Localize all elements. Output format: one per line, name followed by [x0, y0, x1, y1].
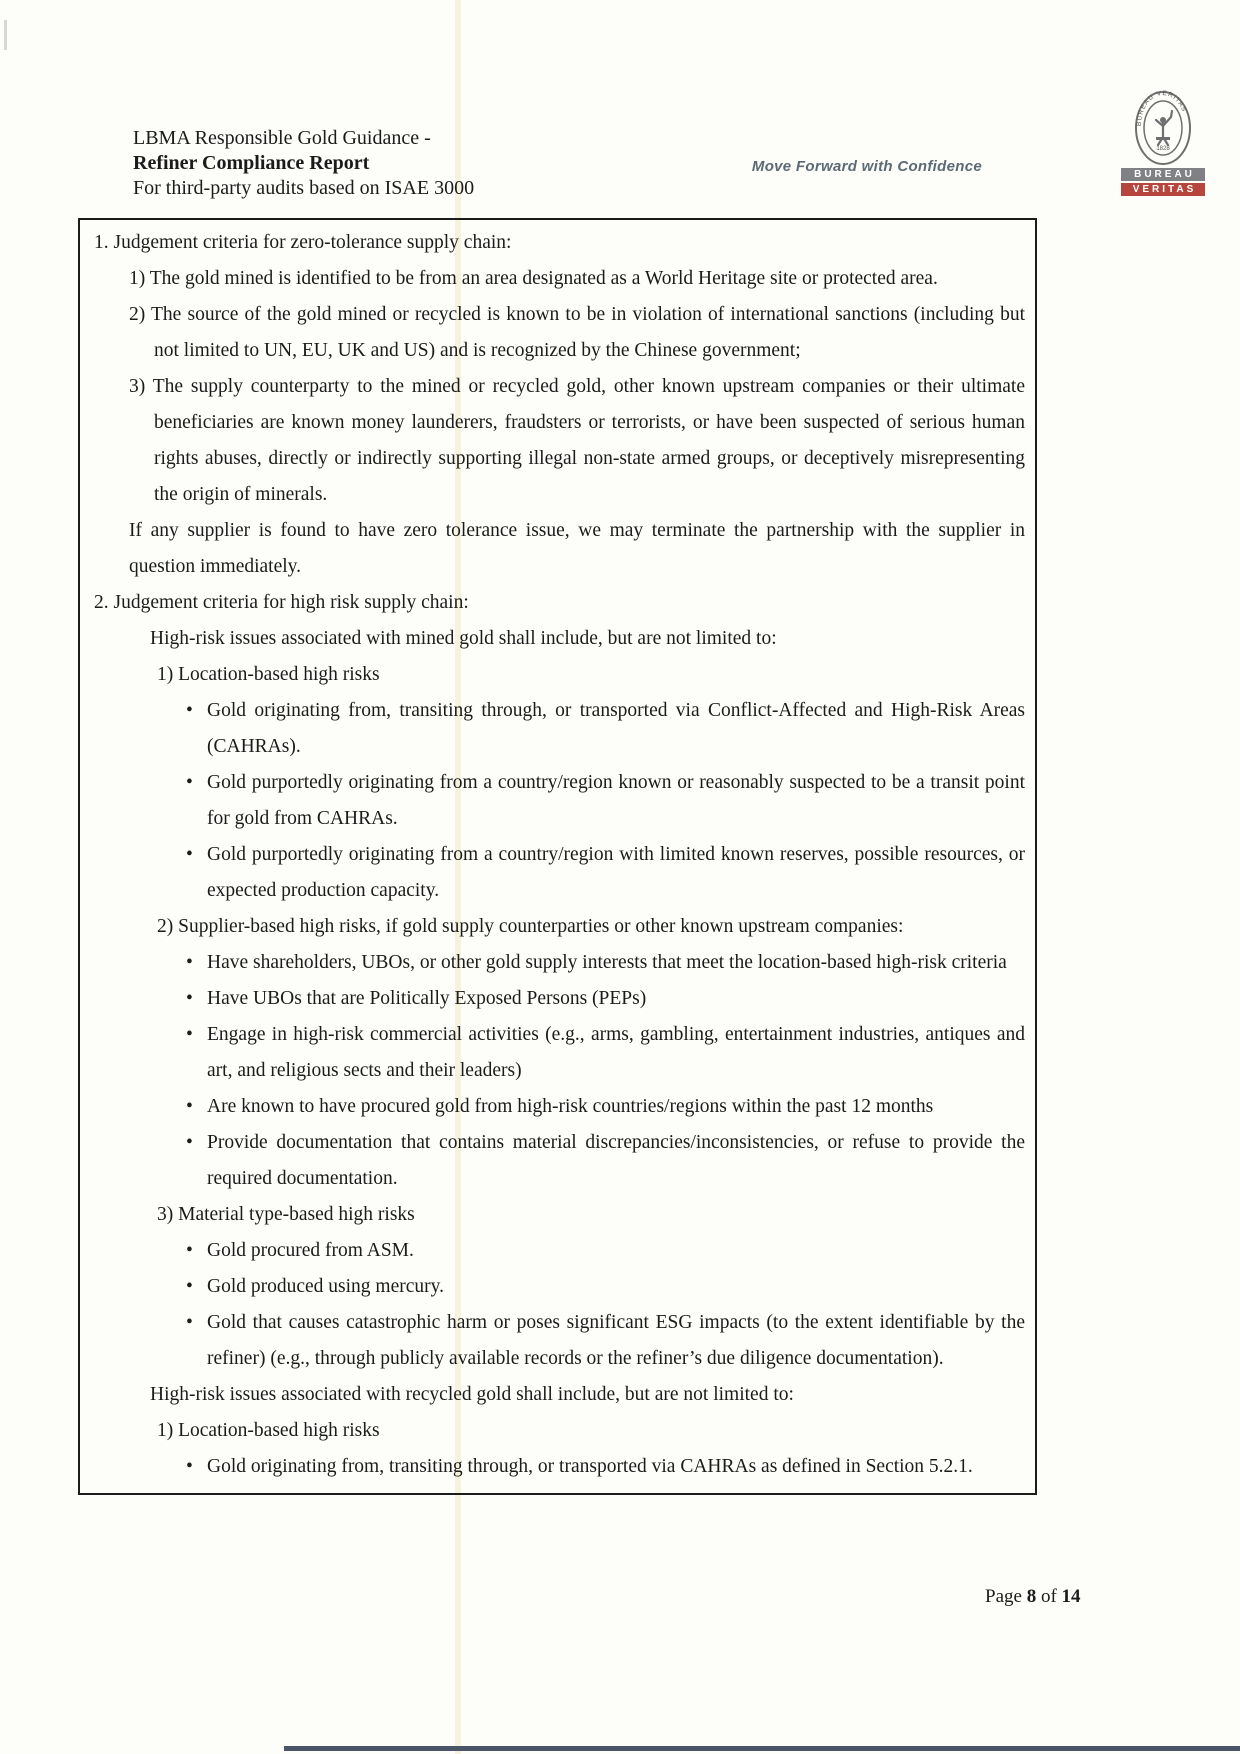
page-current: 8 [1026, 1586, 1037, 1607]
bullet-icon: • [186, 1456, 193, 1477]
material-bullet-1: • Gold procured from ASM. [80, 1233, 1035, 1269]
location-bullet-3: • Gold purportedly originating from a country/region with limited known reserves, possible resources, or expected production capacity. [80, 837, 1035, 909]
section-2-title: 2. Judgement criteria for high risk supply chain: [94, 592, 469, 613]
location-bullet-1: • Gold originating from, transiting through, or transported via Conflict-Affected and High-Risk Areas (CAHRAs). [80, 693, 1035, 765]
location-bullet-2: • Gold purportedly originating from a country/region known or reasonably suspected to be a transit point for gold from CAHRAs. [80, 765, 1035, 837]
material-risks-header: 3) Material type-based high risks [157, 1204, 415, 1225]
zero-tolerance-note: If any supplier is found to have zero tolerance issue, we may terminate the partnership with the supplier in question immediately. [129, 520, 1025, 577]
judgement-criteria-box [78, 218, 1037, 1495]
page-label: Page [985, 1586, 1022, 1607]
zero-tolerance-item-1: 1) The gold mined is identified to be from an area designated as a World Heritage site or protected area. [129, 268, 938, 289]
report-subtitle: For third-party audits based on ISAE 3000 [133, 177, 475, 199]
bureau-veritas-logo [1121, 90, 1205, 196]
svg-text:BUREAU VERITAS: BUREAU VERITAS [1135, 90, 1188, 127]
supplier-bullet-1: • Have shareholders, UBOs, or other gold supply interests that meet the location-based high-risk criteria [80, 945, 1035, 981]
recycled-location-header: 1) Location-based high risks [157, 1420, 380, 1441]
page-number [985, 1586, 1081, 1608]
bullet-icon: • [186, 1240, 193, 1261]
scan-edge-bar [284, 1746, 1240, 1751]
section-1-title: 1. Judgement criteria for zero-tolerance supply chain: [94, 232, 512, 253]
supplier-bullet-5: • Provide documentation that contains material discrepancies/inconsistencies, or refuse to provide the required documentation. [80, 1125, 1035, 1197]
bullet-icon: • [186, 772, 193, 793]
material-bullet-3: • Gold that causes catastrophic harm or poses significant ESG impacts (to the extent identifiable by the refiner) (e.g., through publicly available records or the refiner’s due diligence documentation). [80, 1305, 1035, 1377]
bureau-veritas-emblem-icon [1130, 90, 1196, 166]
recycled-gold-intro: High-risk issues associated with recycled gold shall include, but are not limited to: [150, 1384, 794, 1405]
bullet-icon: • [186, 1276, 193, 1297]
bullet-icon: • [186, 844, 193, 865]
bullet-icon: • [186, 988, 193, 1009]
bullet-icon: • [186, 1132, 193, 1153]
supplier-bullet-3: • Engage in high-risk commercial activities (e.g., arms, gambling, entertainment industries, antiques and art, and religious sects and their leaders) [80, 1017, 1035, 1089]
recycled-bullet-1: • Gold originating from, transiting through, or transported via CAHRAs as defined in Section 5.2.1. [80, 1449, 1035, 1485]
mined-gold-intro: High-risk issues associated with mined gold shall include, but are not limited to: [150, 628, 777, 649]
logo-year: 1828 [1156, 146, 1170, 152]
scan-artifact [4, 20, 7, 50]
bullet-icon: • [186, 1096, 193, 1117]
supplier-bullet-4: • Are known to have procured gold from high-risk countries/regions within the past 12 months [80, 1089, 1035, 1125]
bullet-icon: • [186, 952, 193, 973]
zero-tolerance-item-2: 2) The source of the gold mined or recycled is known to be in violation of international sanctions (including but not limited to UN, EU, UK and US) and is recognized by the Chinese government; [129, 304, 1025, 361]
bullet-icon: • [186, 700, 193, 721]
report-series-title: LBMA Responsible Gold Guidance - [133, 127, 431, 149]
bureau-veritas-tagline: Move Forward with Confidence [751, 158, 982, 175]
supplier-risks-header: 2) Supplier-based high risks, if gold supply counterparties or other known upstream companies: [157, 916, 904, 937]
bullet-icon: • [186, 1312, 193, 1333]
page-total: 14 [1061, 1586, 1081, 1607]
report-name: Refiner Compliance Report [133, 152, 370, 174]
logo-veritas-label: VERITAS [1121, 183, 1205, 196]
bullet-icon: • [186, 1024, 193, 1045]
location-risks-header: 1) Location-based high risks [157, 664, 380, 685]
page-of-label: of [1040, 1586, 1057, 1607]
logo-bureau-label: BUREAU [1121, 168, 1205, 181]
report-title-block [133, 126, 474, 201]
material-bullet-2: • Gold produced using mercury. [80, 1269, 1035, 1305]
zero-tolerance-item-3: 3) The supply counterparty to the mined or recycled gold, other known upstream companies or their ultimate beneficiaries are known money launderers, fraudsters or terrorists, or have been suspected of serious human rights abuses, directly or indirectly supporting illegal non-state armed groups, or deceptively misrepresenting the origin of minerals. [129, 376, 1025, 505]
supplier-bullet-2: • Have UBOs that are Politically Exposed Persons (PEPs) [80, 981, 1035, 1017]
